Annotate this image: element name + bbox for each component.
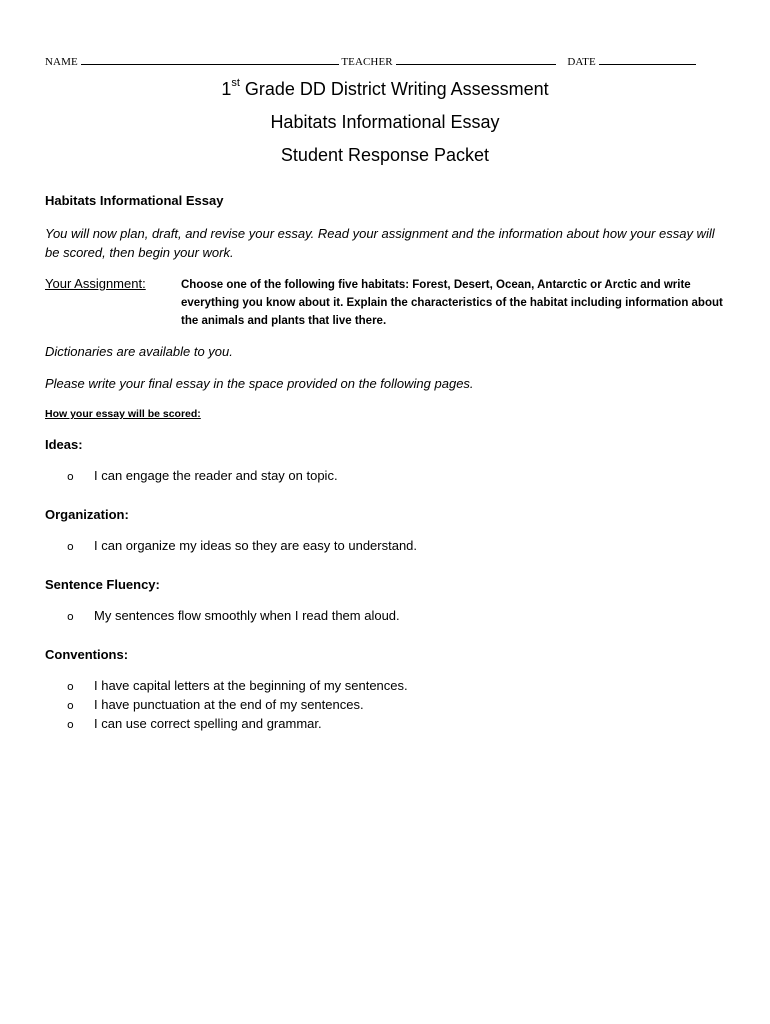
name-blank-line[interactable] <box>81 55 339 65</box>
final-essay-note: Please write your final essay in the space provided on the following pages. <box>45 376 474 391</box>
criterion-heading-sentence-fluency: Sentence Fluency: <box>45 577 160 592</box>
criterion-item: I can organize my ideas so they are easy to understand. <box>94 538 418 553</box>
criterion-item: I have punctuation at the end of my sentences. <box>94 697 364 712</box>
section-heading: Habitats Informational Essay <box>45 193 224 208</box>
bullet-icon: o <box>67 540 74 553</box>
title-line-3: Student Response Packet <box>280 145 490 165</box>
criterion-item: My sentences flow smoothly when I read them aloud. <box>94 608 400 623</box>
criterion-item: I have capital letters at the beginning of my sentences. <box>94 678 408 693</box>
scoring-heading: How your essay will be scored: <box>45 408 201 420</box>
name-label: NAME <box>45 56 78 68</box>
criterion-heading-conventions: Conventions: <box>45 647 129 662</box>
criterion-heading-ideas: Ideas: <box>45 437 83 452</box>
date-label: DATE <box>567 56 596 68</box>
bullet-icon: o <box>67 699 74 712</box>
criterion-item: I can engage the reader and stay on topic. <box>94 468 338 483</box>
dictionaries-note: Dictionaries are available to you. <box>45 344 233 359</box>
bullet-icon: o <box>67 680 74 693</box>
bullet-icon: o <box>67 610 74 623</box>
header-line <box>45 55 696 68</box>
bullet-icon: o <box>67 718 74 731</box>
date-blank-line[interactable] <box>599 55 696 65</box>
teacher-label: TEACHER <box>341 56 393 68</box>
title-line-1: 1st Grade DD District Writing Assessment <box>221 77 549 99</box>
intro-paragraph: You will now plan, draft, and revise your essay. Read your assignment and the information about how your essay will be scored, then begin your work. <box>45 226 715 260</box>
assignment-label: Your Assignment: <box>45 276 146 291</box>
criterion-item: I can use correct spelling and grammar. <box>94 716 322 731</box>
bullet-icon: o <box>67 470 74 483</box>
criterion-heading-organization: Organization: <box>45 507 129 522</box>
assignment-text: Choose one of the following five habitats: Forest, Desert, Ocean, Antarctic or Arctic and write everything you know about it. Explain the characteristics of the habitat including information about the animals and plants that live there. <box>181 279 723 327</box>
title-line-2: Habitats Informational Essay <box>270 112 500 132</box>
teacher-blank-line[interactable] <box>396 55 556 65</box>
